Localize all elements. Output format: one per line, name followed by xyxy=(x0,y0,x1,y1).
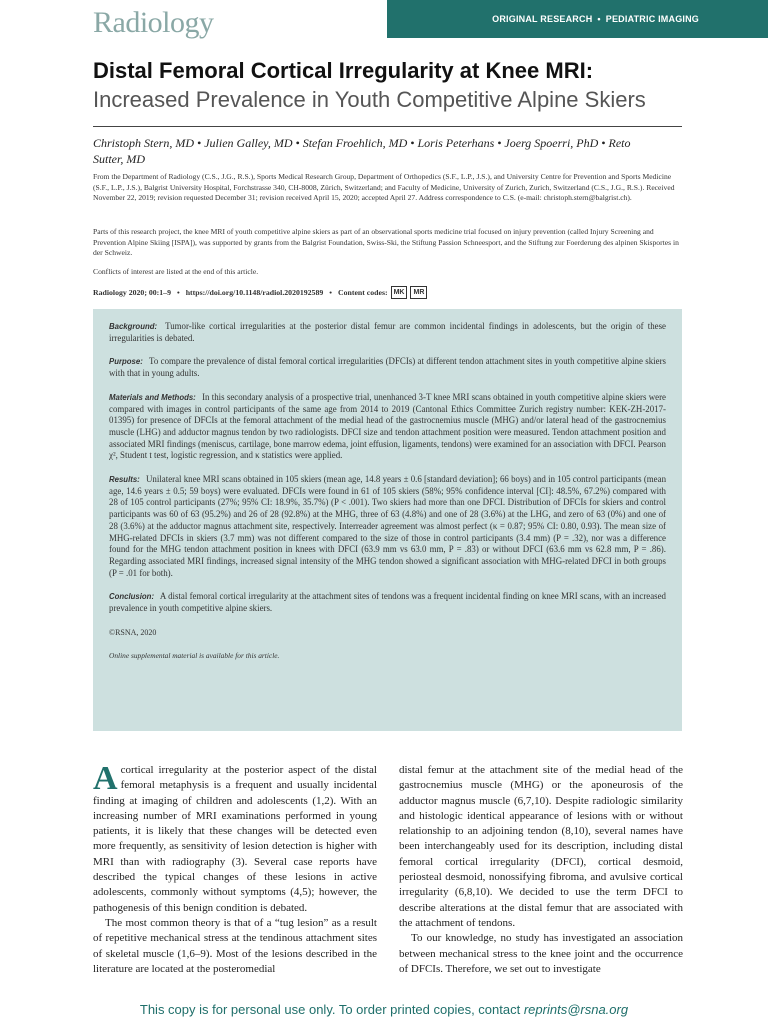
title-divider xyxy=(93,126,682,127)
content-code-badge: MR xyxy=(410,286,427,299)
abstract-background xyxy=(109,321,666,344)
abstract-purpose xyxy=(109,356,666,379)
abstract-section-label: Background: xyxy=(109,322,158,331)
article-type-banner xyxy=(387,0,768,38)
article-title-subtitle: Increased Prevalence in Youth Competitive Alpine Skiers xyxy=(93,87,646,112)
banner-article-type: ORIGINAL RESEARCH xyxy=(492,14,593,24)
body-paragraph-text: cortical irregularity at the posterior aspect of the distal femoral metaphysis is a frequent and usually incidental finding at imaging of children and adolescents (1,2). With an increasing number of MRI examinations performed in young patients, it is likely that these changes will be detected even more frequently, as sensitivity of lesion detection is higher with MRI than with radiography (3). Several case reports have described the typical changes of these lesions in active adolescents, commonly without symptoms (4,5); however, the pathogenesis of this benign condition is debated. xyxy=(93,764,377,914)
citation-reference: Radiology 2020; 00:1–9 xyxy=(93,288,171,297)
body-paragraph: The most common theory is that of a “tug lesion” as a result of repetitive mechanical stress at the tendinous attachment sites of skeletal muscle (1,6–9). Most of the lesions described in the literature are located at the posteromedial xyxy=(93,916,377,975)
citation-bullet: • xyxy=(176,288,180,297)
footer-text: This copy is for personal use only. To order printed copies, contact xyxy=(139,1002,524,1017)
abstract-section-text: Unilateral knee MRI scans obtained in 105 skiers (mean age, 14.8 years ± 0.6 [standard deviation]; 66 boys) and in 105 control participants (mean age, 14.6 years ± 0.5; 59 boys) were evaluated. DFCIs were found in 61 of 105 skiers (58%; 95% confidence interval [CI]: 48.5%, 67.2%) compared with 28 of 105 control participants (27%; 95% CI: 18.9%, 35.7%) (P < .001). Two skiers had more than one DFCI. Distribution of DFCIs for skiers and control participants was 60 of 63 (95.2%) and 26 of 28 (92.8%) at the MHG, three of 63 (4.8%) and one of 28 (3.6%) at the LHG, and zero of 63 (0%) and one of 28 (3.6%) at the adductor magnus attachment site, respectively. Interreader agreement was almost perfect (κ = 0.87; 95% CI: 0.80, 0.93). The mean size of MHG-related DFCIs in skiers (3.7 mm) was not different compared to the size of those in control participants (3.4 mm) (P = .32), nor was a difference found for the MHG tendon attachment position in knees with DFCI (63.9 mm vs 63.0 mm, P = .83) or without DFCI (63.6 mm vs 62.8 mm, P = .86). Regarding associated MRI findings, increased signal intensity of the MHG tendon showed a significant association with MHG-related DFCI in both groups (P = .01 for both). xyxy=(109,474,667,578)
body-paragraph: distal femur at the attachment site of the medial head of the gastrocnemius muscle (MHG) or the aponeurosis of the adductor magnus muscle (6,7,10). Despite radiologic similarity and histologic identical appearance of lesions with or without relationship to an adjoining tendon (8,10), several names have been interchangeably used for its description, including distal femoral cortical irregularity (DFCI), cortical desmoid, periosteal desmoid, nonossifying fibroma, and avulsive cortical irregularity (6,8,10). We decided to use the term DFCI to describe alterations at the distal femur that are associated with the attachment of tendons. xyxy=(399,764,683,929)
abstract-conclusion xyxy=(109,591,666,614)
citation-line xyxy=(93,286,685,299)
body-column-right xyxy=(399,763,683,977)
reprints-email-link[interactable]: reprints@rsna.org xyxy=(523,1002,629,1017)
abstract-section-label: Materials and Methods: xyxy=(109,392,196,402)
journal-logo: Radiology xyxy=(93,6,214,39)
funding-note: Parts of this research project, the knee MRI of youth competitive alpine skiers as part of an observational sports medicine trial focused on injury prevention (called Injury Screening and Prevention Alpine Skiing [ISPA]), was supported by grants from the Balgrist Foundation, Swiss-Ski, the Stiftung Passion Schneesport, and the Stiftung zur Foerderung des alpinen Skisportes in der Schweiz. xyxy=(93,227,679,258)
banner-section: PEDIATRIC IMAGING xyxy=(605,14,699,24)
abstract-methods xyxy=(109,392,666,462)
abstract-section-label: Purpose: xyxy=(109,357,143,367)
body-column-left xyxy=(93,760,377,977)
citation-bullet: • xyxy=(329,288,332,297)
abstract-box xyxy=(93,309,682,731)
conflicts-note: Conflicts of interest are listed at the end of this article. xyxy=(93,267,259,276)
abstract-section-text: To compare the prevalence of distal femoral cortical irregularities (DFCIs) at different tendon attachment sites in youth competitive alpine skiers with that in young adults. xyxy=(109,356,666,379)
article-title xyxy=(93,56,693,114)
content-code-badge: MK xyxy=(391,286,408,299)
affiliation-note: From the Department of Radiology (C.S., J.G., R.S.), Sports Medical Research Group, Department of Orthopedics (S.F., L.P., J.S.), and University Centre for Prevention and Sports Medicine (S.F., L.P., J.S.), Balgrist University Hospital, Forchstrasse 340, CH-8008, Zürich, Switzerland; and Faculty of Medicine, University of Zurich, Zurich, Switzerland (C.S., J.G., R.S.). Received November 22, 2019; revision requested December 31; revision received April 15, 2020; accepted April 27. Address correspondence to C.S. (e-mail: christoph.stern@balgrist.ch). xyxy=(93,172,675,203)
article-title-main: Distal Femoral Cortical Irregularity at Knee MRI: xyxy=(93,58,594,83)
abstract-section-label: Conclusion: xyxy=(109,592,155,602)
abstract-section-text: Tumor-like cortical irregularities at the posterior distal femur are common incidental findings in adolescents, but the origin of these irregularities is debated. xyxy=(109,321,666,343)
abstract-section-text: A distal femoral cortical irregularity at the attachment sites of tendons was a frequent incidental finding on knee MRI scans, with an increased prevalence in youth competitive alpine skiers. xyxy=(109,591,666,614)
abstract-section-text: In this secondary analysis of a prospective trial, unenhanced 3-T knee MRI scans obtained in youth competitive alpine skiers were compared with images in control participants of the same age from 2014 to 2019 (Cantonal Ethics Committee Zurich registry number: KEK-ZH-2017-01395) for presence of DFCIs at the femoral attachment of the medial head of the gastrocnemius muscle (MHG) and/or lateral head of the gastrocnemius muscle (LHG) and adductor magnus tendon by two radiologists. DFCI size and tendon attachment position were measured. Tendon attachment position and associated MRI findings (meniscus, cartilage, bone marrow edema, joint effusion, ligaments, tendons) were examined for an association with DFCI. Pearson χ², Student t test, logistic regression, and κ statistics were applied. xyxy=(109,391,666,461)
content-codes-label: Content codes: xyxy=(338,288,388,297)
abstract-section-label: Results: xyxy=(109,475,140,485)
abstract-results xyxy=(109,474,666,579)
body-paragraph xyxy=(93,760,377,916)
reprint-footer xyxy=(0,998,768,1024)
copyright-notice: ©RSNA, 2020 xyxy=(109,627,157,637)
banner-separator: • xyxy=(597,14,601,24)
body-paragraph: To our knowledge, no study has investigated an association between mechanical stress to the knee joint and the occurrence of DFCIs. Therefore, we set out to investigate xyxy=(399,932,683,975)
author-list: Christoph Stern, MD • Julien Galley, MD • Stefan Froehlich, MD • Loris Peterhans • Joerg Spoerri, PhD • Reto Sutter, MD xyxy=(93,136,631,166)
doi-link[interactable]: https://doi.org/10.1148/radiol.2020192589 xyxy=(185,288,324,297)
drop-cap: A xyxy=(93,760,118,797)
supplemental-note: Online supplemental material is available for this article. xyxy=(109,651,280,661)
